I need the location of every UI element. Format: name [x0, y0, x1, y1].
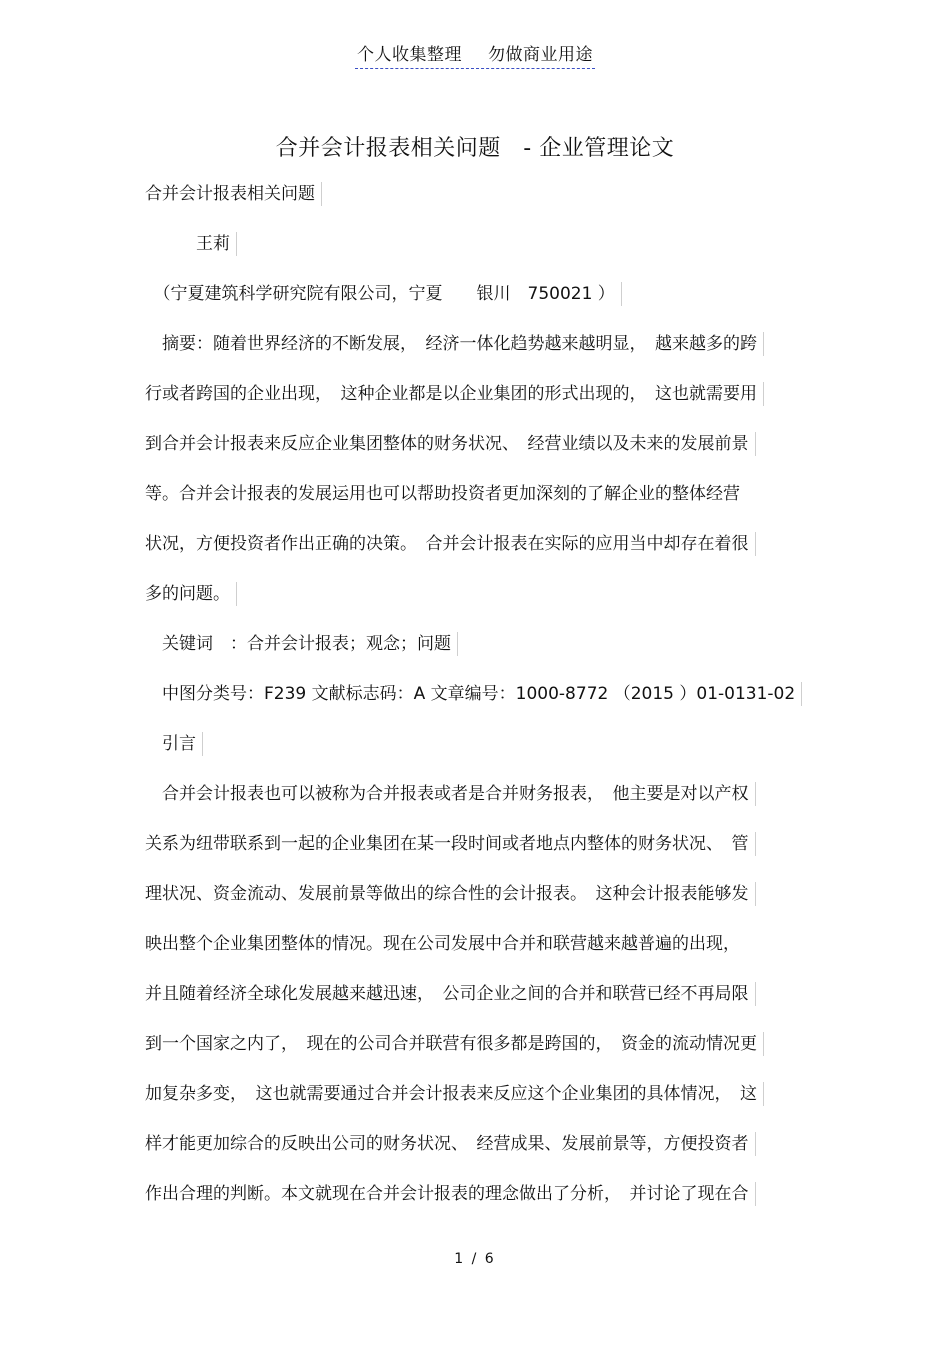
header-part-2: 勿做商业用途: [488, 45, 593, 65]
keywords-line: 关键词 ：合并会计报表；观念；问题: [145, 632, 458, 656]
classification-line: 中图分类号：F239 文献标志码：A 文章编号：1000-8772 （2015 ）01-0131-02: [145, 682, 802, 706]
page-header: [0, 40, 950, 69]
abstract-line: 状况，方便投资者作出正确的决策。 合并会计报表在实际的应用当中却存在着很: [145, 532, 756, 556]
body-line: 关系为纽带联系到一起的企业集团在某一段时间或者地点内整体的财务状况、 管: [145, 832, 756, 856]
document-title: 合并会计报表相关问题 - 企业管理论文: [275, 136, 675, 161]
header-text: [355, 40, 595, 69]
subtitle-line: 合并会计报表相关问题: [145, 182, 322, 206]
abstract-line: 多的问题。: [145, 582, 237, 606]
abstract-line: 摘要：随着世界经济的不断发展， 经济一体化趋势越来越明显， 越来越多的跨: [145, 332, 764, 356]
section-heading: 引言: [145, 732, 203, 756]
body-line: 并且随着经济全球化发展越来越迅速， 公司企业之间的合并和联营已经不再局限: [145, 982, 756, 1006]
body-line: 作出合理的判断。本文就现在合并会计报表的理念做出了分析， 并讨论了现在合: [145, 1182, 756, 1206]
body-line: 映出整个企业集团整体的情况。现在公司发展中合并和联营越来越普遍的出现，: [145, 934, 740, 954]
author-line: 王莉: [145, 232, 237, 256]
abstract-line: 到合并会计报表来反应企业集团整体的财务状况、 经营业绩以及未来的发展前景: [145, 432, 756, 456]
body-line: 到一个国家之内了， 现在的公司合并联营有很多都是跨国的， 资金的流动情况更: [145, 1032, 764, 1056]
body-line: 加复杂多变， 这也就需要通过合并会计报表来反应这个企业集团的具体情况， 这: [145, 1082, 764, 1106]
body-line: 合并会计报表也可以被称为合并报表或者是合并财务报表， 他主要是对以产权: [145, 782, 756, 806]
affiliation-line: （宁夏建筑科学研究院有限公司，宁夏 银川 750021 ）: [145, 282, 622, 306]
body-line: 样才能更加综合的反映出公司的财务状况、 经营成果、发展前景等，方便投资者: [145, 1132, 756, 1156]
page-number: 1 / 6: [454, 1251, 496, 1267]
abstract-line: 等。合并会计报表的发展运用也可以帮助投资者更加深刻的了解企业的整体经营: [145, 484, 740, 504]
body-line: 理状况、资金流动、发展前景等做出的综合性的会计报表。 这种会计报表能够发: [145, 882, 756, 906]
header-part-1: 个人收集整理: [357, 45, 462, 65]
abstract-line: 行或者跨国的企业出现， 这种企业都是以企业集团的形式出现的， 这也就需要用: [145, 382, 764, 406]
